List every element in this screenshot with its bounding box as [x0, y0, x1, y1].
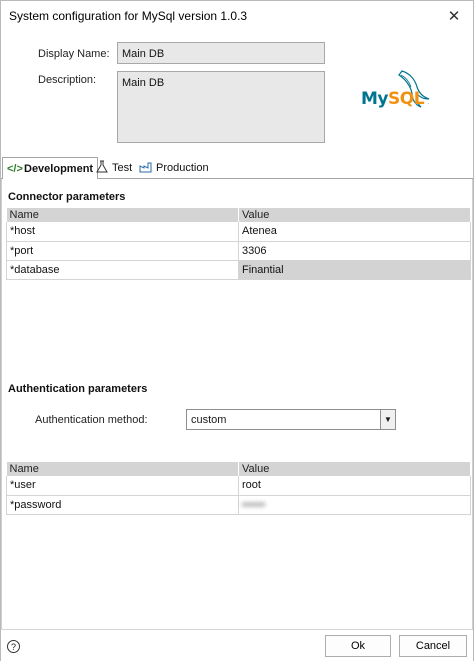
table-row[interactable] [7, 260, 471, 279]
environment-tabs [1, 157, 473, 179]
auth-method-select[interactable] [186, 409, 396, 430]
code-icon: </> [7, 162, 23, 175]
param-name: *user [7, 476, 239, 495]
connector-section-title: Connector parameters [8, 191, 126, 203]
window-title: System configuration for MySql version 1.0.3 [9, 9, 248, 23]
description-value: Main DB [122, 77, 165, 89]
development-panel [1, 179, 473, 629]
auth-table [6, 462, 471, 515]
param-value[interactable]: Finantial [239, 260, 471, 279]
column-header-name[interactable]: Name [7, 462, 239, 476]
tab-production-label: Production [156, 162, 209, 174]
ok-button[interactable]: Ok [325, 635, 391, 657]
column-header-value[interactable]: Value [239, 462, 471, 476]
masked-password: •••••• [242, 498, 266, 511]
param-name: *host [7, 222, 239, 241]
help-icon[interactable]: ? [7, 640, 20, 653]
param-value[interactable]: root [239, 476, 471, 495]
column-header-value[interactable]: Value [239, 208, 471, 222]
table-row[interactable] [7, 495, 471, 514]
param-name: *port [7, 241, 239, 260]
auth-method-value: custom [191, 414, 227, 426]
param-name: *password [7, 495, 239, 514]
password-value[interactable] [239, 495, 471, 514]
title-bar [1, 1, 473, 31]
description-field [117, 71, 325, 143]
logo-text: MySQL [361, 89, 425, 109]
factory-icon [139, 160, 153, 176]
tab-development[interactable] [2, 157, 98, 180]
display-name-label: Display Name: [38, 48, 110, 60]
cancel-button[interactable]: Cancel [399, 635, 467, 657]
param-value[interactable]: 3306 [239, 241, 471, 260]
display-name-value: Main DB [122, 48, 165, 60]
table-row[interactable] [7, 476, 471, 495]
dialog-footer [1, 629, 473, 661]
mysql-logo: MySQL . [357, 69, 435, 115]
connector-table [6, 208, 471, 280]
authentication-section-title: Authentication parameters [8, 383, 148, 395]
close-icon[interactable]: ✕ [447, 8, 461, 25]
table-row[interactable] [7, 241, 471, 260]
display-name-field [117, 42, 325, 64]
tab-test-label: Test [112, 162, 133, 174]
table-row[interactable] [7, 222, 471, 241]
param-value[interactable]: Atenea [239, 222, 471, 241]
auth-method-label: Authentication method: [35, 414, 148, 426]
param-name: *database [7, 260, 239, 279]
tab-test[interactable] [91, 157, 136, 179]
description-label: Description: [38, 74, 97, 86]
column-header-name[interactable]: Name [7, 208, 239, 222]
header-area [1, 31, 473, 157]
tab-production[interactable] [135, 157, 213, 179]
tab-development-label: Development [24, 162, 94, 175]
chevron-down-icon[interactable]: ▼ [380, 410, 395, 429]
flask-icon [95, 160, 109, 176]
